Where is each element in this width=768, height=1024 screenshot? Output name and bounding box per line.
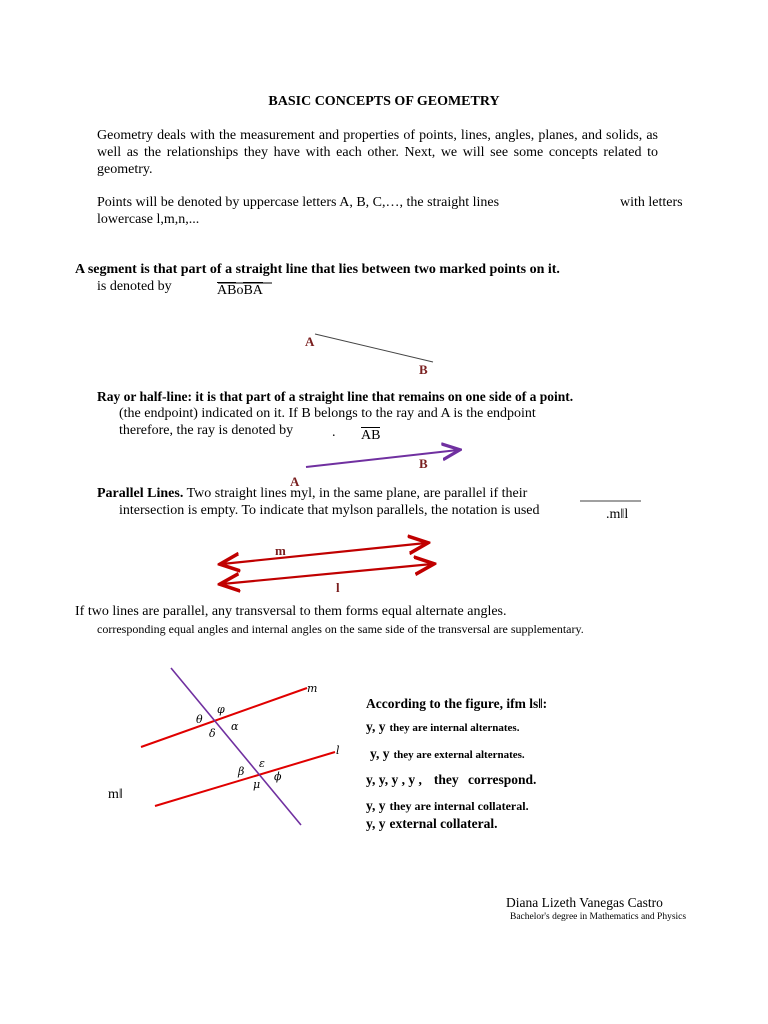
ray-notation: AB (361, 428, 381, 443)
parallel-heading: Parallel Lines. (97, 486, 184, 501)
parallel-label-m: m (275, 543, 286, 558)
according-row-5-symbols: y, y (366, 816, 386, 831)
parallel-notation: .m‖l (606, 507, 629, 522)
ray-text-line3: therefore, the ray is denoted by (119, 423, 294, 438)
figure-label-l: l (336, 744, 340, 757)
intro-paragraph-1: Geometry deals with the measurement and properties of points, lines, angles, planes, and solids, as well as the relationships they have with each other. Next, we will see some concepts related to geometry. (97, 128, 658, 177)
figure-line-m (141, 688, 307, 747)
segment-notation-o: o (236, 283, 244, 298)
ray-text-line2: (the endpoint) indicated on it. If B belongs to the ray and A is the endpoint (119, 406, 536, 421)
intro-paragraph-2-end: with letters (620, 195, 683, 210)
segment-notation-ab: AB (217, 283, 237, 298)
ray-label-b: B (419, 456, 428, 471)
according-row-5 (366, 815, 497, 833)
ray-label-a: A (290, 474, 300, 489)
segment-denoted: is denoted by (97, 279, 172, 294)
segment-line (315, 334, 433, 362)
according-row-1-text: they are internal alternates. (389, 722, 520, 734)
segment-label-b: B (419, 362, 428, 377)
greek-mu: μ (253, 778, 261, 791)
according-row-3-symbols: y, y, y , y , (366, 772, 422, 787)
greek-beta: β (238, 765, 245, 778)
according-row-3 (366, 771, 536, 789)
according-row-1 (366, 718, 519, 736)
according-row-4 (366, 797, 529, 815)
intro-paragraph-2-start: Points will be denoted by uppercase letters A, B, C,…, the straight lines (97, 195, 500, 210)
ray-arrow (306, 450, 458, 467)
page-title: BASIC CONCEPTS OF GEOMETRY (268, 94, 500, 109)
according-heading: According to the figure, ifm ls‖: (366, 696, 548, 711)
parallel-label-l: l (336, 580, 340, 595)
according-row-2 (370, 745, 525, 763)
parallel-arrow-l (222, 564, 432, 584)
figure-transversal (171, 668, 301, 825)
greek-alpha: α (231, 720, 239, 733)
figure-side-note: m‖ (108, 787, 123, 802)
greek-phi-lower: ϕ (274, 770, 282, 783)
according-row-4-symbols: y, y (366, 798, 386, 813)
according-row-2-symbols: y, y (370, 746, 390, 761)
segment-heading: A segment is that part of a straight line that lies between two marked points on it. (75, 262, 560, 277)
greek-phi-upper: φ (217, 703, 225, 716)
ray-dot: . (332, 425, 336, 440)
according-row-1-symbols: y, y (366, 719, 386, 734)
figure-line-l (155, 752, 335, 806)
according-row-5-text: external collateral. (389, 816, 498, 831)
according-row-2-text: they are external alternates. (393, 749, 525, 761)
ray-heading: Ray or half-line: it is that part of a straight line that remains on one side of a point. (97, 389, 574, 404)
according-row-3-text: they correspond. (433, 772, 537, 787)
greek-epsilon: ε (259, 757, 265, 770)
author-degree: Bachelor's degree in Mathematics and Physics (510, 912, 687, 922)
segment-label-a: A (305, 334, 315, 349)
transversal-line2: corresponding equal angles and internal angles on the same side of the transversal are supplementary. (97, 622, 584, 636)
transversal-line1: If two lines are parallel, any transversal to them forms equal alternate angles. (75, 604, 507, 619)
greek-theta: θ (196, 713, 203, 726)
segment-notation-ba: BA (243, 283, 263, 298)
author-name: Diana Lizeth Vanegas Castro (506, 895, 663, 910)
parallel-text-line1: Two straight lines myl, in the same plane, are parallel if their (186, 486, 528, 501)
parallel-arrow-m (222, 543, 426, 564)
intro-paragraph-2-line2: lowercase l,m,n,... (97, 212, 200, 227)
figure-label-m: m (307, 682, 318, 695)
parallel-text-line2: intersection is empty. To indicate that mylson parallels, the notation is used (119, 503, 540, 518)
according-row-4-text: they are internal collateral. (389, 799, 529, 813)
greek-delta: δ (209, 727, 216, 740)
